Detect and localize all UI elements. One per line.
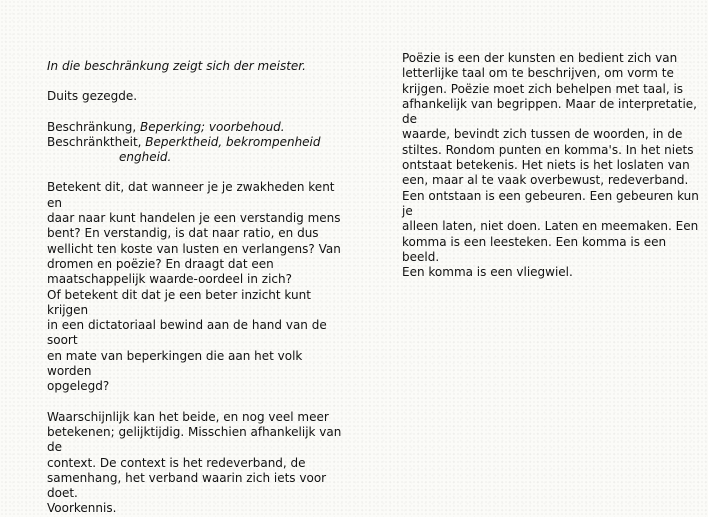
text-line: wellicht ten koste van lusten en verlangens? Van <box>47 241 341 256</box>
motto: In die beschränkung zeigt sich der meister. <box>47 59 306 73</box>
text-line: dromen en poëzie? En draagt dat een <box>47 256 274 271</box>
text-line: alleen laten, niet doen. Laten en meemaken. Een <box>402 219 699 234</box>
left-column <box>47 59 347 517</box>
text-line: Voorkennis. <box>47 501 117 516</box>
definition-meaning-continued: engheid. <box>119 150 172 165</box>
text-line: waarde, bevindt zich tussen de woorden, in de <box>402 127 683 142</box>
definition-term: Beschränktheit, <box>47 134 146 149</box>
text-line: Een ontstaan is een gebeuren. Een gebeuren kun je <box>402 188 699 218</box>
text-line: samenhang, het verband waarin zich iets voor doet. <box>47 470 327 501</box>
text-line: Een komma is een vliegwiel. <box>402 265 573 280</box>
text-line: betekenen; gelijktijdig. Misschien afhankelijk van de <box>47 424 342 455</box>
paragraph-poetry <box>402 51 702 280</box>
definition-meaning: Beperktheid, bekrompenheid <box>145 134 321 149</box>
text-line: letterlijke taal om te beschrijven, om vorm te <box>402 66 674 81</box>
text-line: bent? En verstandig, is dat naar ratio, en dus <box>47 226 319 241</box>
text-line: Waarschijnlijk kan het beide, en nog veel meer <box>47 409 329 424</box>
text-line: stiltes. Rondom punten en komma's. In het niets <box>402 142 694 157</box>
text-line: ontstaat betekenis. Het niets is het loslaten van <box>402 158 690 173</box>
text-line: daar naar kunt handelen je een verstandig mens <box>47 211 341 226</box>
text-line: komma is een leesteken. Een komma is een beeld. <box>402 234 667 264</box>
paragraph-1 <box>47 180 347 394</box>
text-line: Of betekent dit dat je een beter inzicht kunt krijgen <box>47 287 311 317</box>
text-line: afhankelijk van begrippen. Maar de interpretatie, de <box>402 96 697 127</box>
text-line: krijgen. Poëzie moet zich behelpen met taal, is <box>402 81 684 96</box>
text-line: context. De context is het redeverband, de <box>47 455 306 470</box>
paragraph-2 <box>47 410 347 517</box>
definition-beschranktheit <box>47 135 347 150</box>
text-line: en mate van beperkingen die aan het volk worden <box>47 348 303 379</box>
text-line: opgelegd? <box>47 379 110 394</box>
text-line: Betekent dit, dat wanneer je je zwakheden kent en <box>47 180 335 210</box>
definition-beschrankung <box>47 120 347 135</box>
text-line: maatschappelijk waarde-oordeel in zich? <box>47 272 292 287</box>
text-line: in een dictatoriaal bewind aan de hand van de soort <box>47 318 327 348</box>
text-line: Poëzie is een der kunsten en bedient zich van <box>402 51 678 65</box>
right-column <box>402 51 702 280</box>
motto-source: Duits gezegde. <box>47 89 138 104</box>
definition-meaning: Beperking; voorbehoud. <box>140 119 285 134</box>
text-line: een, maar al te vaak overbewust, redeverband. <box>402 173 689 188</box>
definition-term: Beschränkung, <box>47 119 140 134</box>
